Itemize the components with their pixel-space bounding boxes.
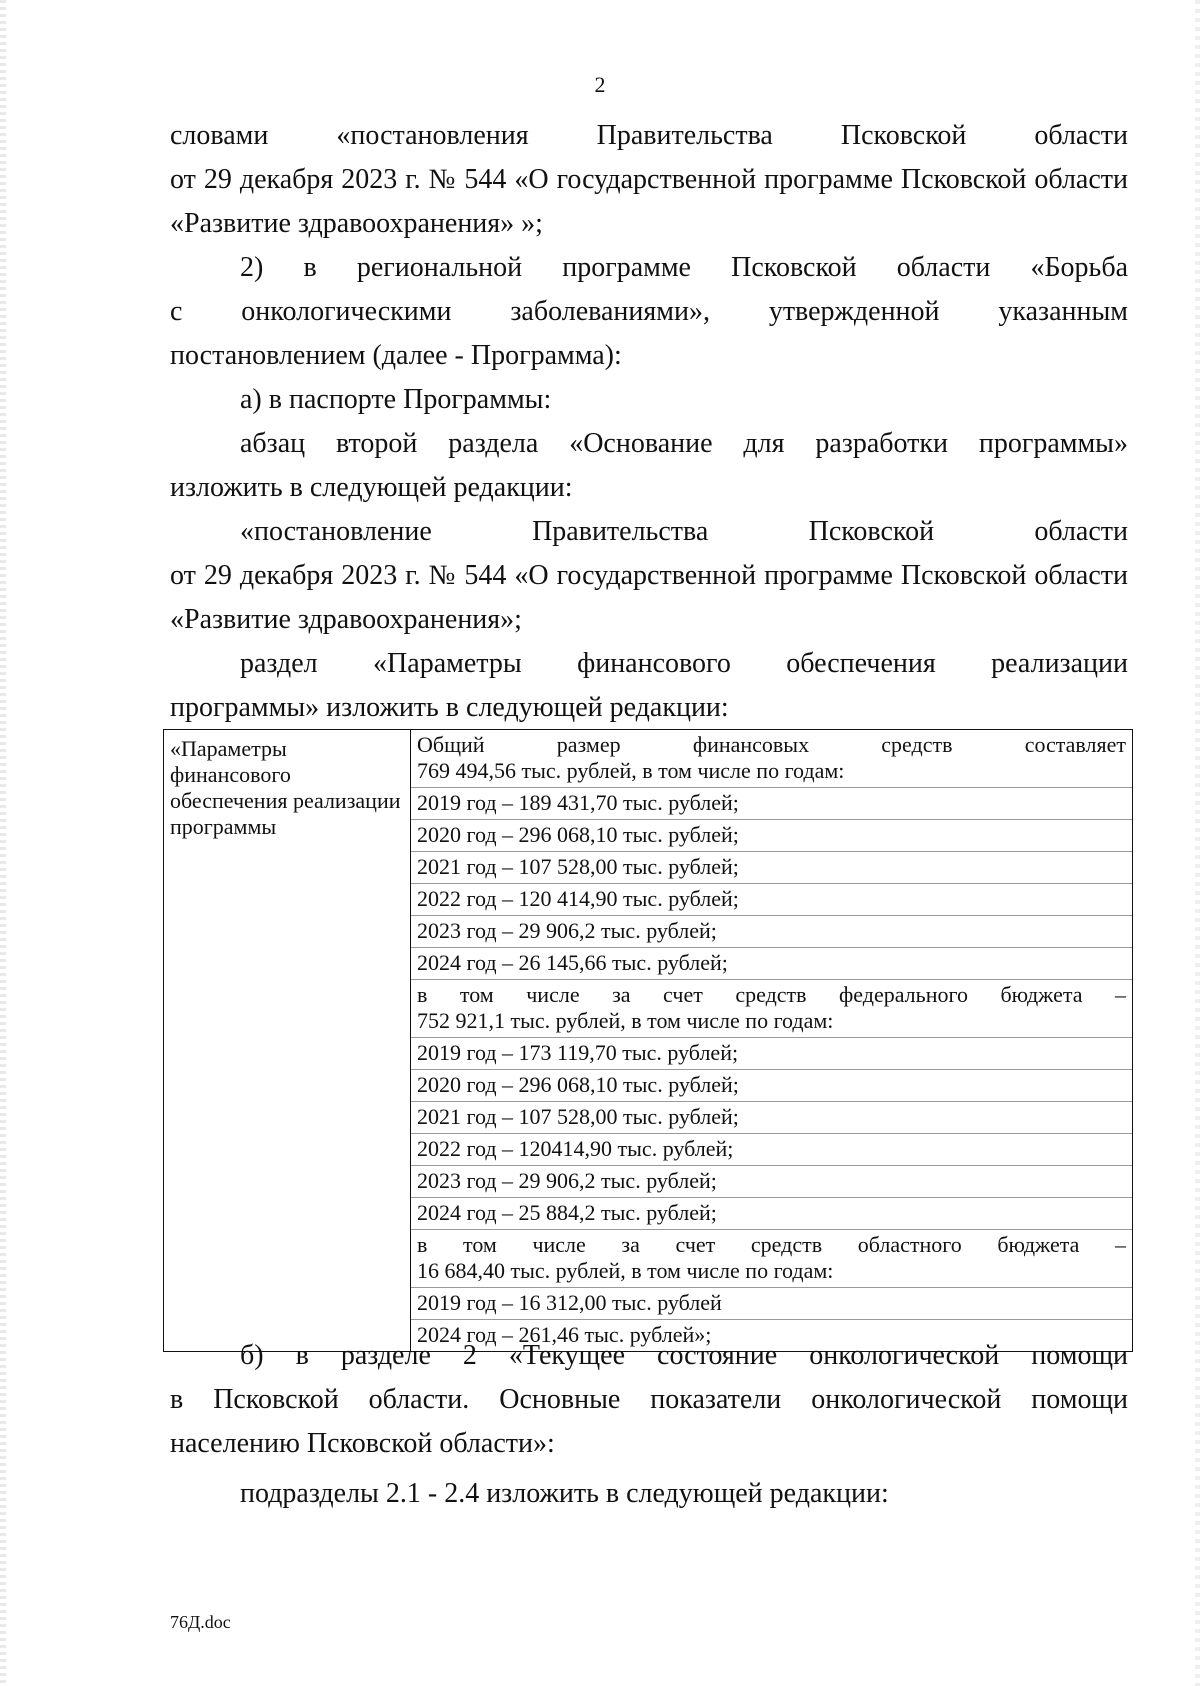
paragraph-4-line-2: изложить в следующей редакции: — [170, 472, 573, 503]
federal-budget-line-2: 752 921,1 тыс. рублей, в том числе по годам: — [417, 1008, 834, 1033]
paragraph-3: а) в паспорте Программы: — [240, 384, 552, 415]
year-row: 2019 год – 16 312,00 тыс. рублей — [411, 1288, 1132, 1320]
paragraph-7-line-2: в Псковской области. Основные показатели онкологической помощи — [170, 1384, 1128, 1415]
paragraph-2-line-2: с онкологическими заболеваниями», утвержденной указанным — [170, 296, 1128, 327]
paragraph-5-line-1: «постановление Правительства Псковской области — [240, 516, 1128, 547]
parameters-label-cell: «Параметры финансового обеспечения реализации программы — [164, 730, 411, 1352]
year-row: 2019 год – 189 431,70 тыс. рублей; — [411, 788, 1132, 820]
paragraph-6-line-1: раздел «Параметры финансового обеспечения реализации — [240, 648, 1128, 679]
footer-filename: 76Д.doc — [170, 1612, 231, 1632]
parameters-value-cell — [411, 730, 1133, 1352]
paragraph-1-line-1: словами «постановления Правительства Псковской области — [170, 120, 1128, 151]
year-row: 2024 год – 261,46 тыс. рублей»; — [417, 1322, 712, 1347]
year-row: 2021 год – 107 528,00 тыс. рублей; — [411, 1102, 1132, 1134]
year-row: 2019 год – 173 119,70 тыс. рублей; — [411, 1038, 1132, 1070]
body-text-upper — [170, 114, 1128, 730]
year-row: 2021 год – 107 528,00 тыс. рублей; — [411, 852, 1132, 884]
total-amount-line-2: 769 494,56 тыс. рублей, в том числе по годам: — [417, 758, 845, 783]
year-row: 2022 год – 120414,90 тыс. рублей; — [411, 1134, 1132, 1166]
financing-parameters-table — [163, 729, 1133, 1352]
year-row: 2023 год – 29 906,2 тыс. рублей; — [411, 1166, 1132, 1198]
year-row: 2024 год – 25 884,2 тыс. рублей; — [411, 1198, 1132, 1230]
total-amount-line-1: Общий размер финансовых средств составляет — [417, 732, 1126, 757]
federal-budget-line-1: в том числе за счет средств федерального бюджета – — [417, 982, 1126, 1007]
scan-edge — [0, 0, 6, 1686]
paragraph-4-line-1: абзац второй раздела «Основание для разработки программы» — [240, 428, 1128, 459]
year-row: 2024 год – 26 145,66 тыс. рублей; — [411, 948, 1132, 980]
paragraph-6-line-2: программы» изложить в следующей редакции: — [170, 692, 729, 723]
table-row — [164, 730, 1133, 1352]
paragraph-2-line-3: постановлением (далее - Программа): — [170, 340, 622, 371]
paragraph-2-line-1: 2) в региональной программе Псковской области «Борьба — [240, 252, 1128, 283]
paragraph-5-rest: от 29 декабря 2023 г. № 544 «О государственной программе Псковской области «Развитие здравоохранения»; — [170, 560, 1128, 635]
federal-budget-row — [411, 980, 1132, 1038]
regional-budget-line-1: в том числе за счет средств областного бюджета – — [417, 1232, 1126, 1257]
regional-budget-row — [411, 1230, 1132, 1288]
page-number: 2 — [594, 72, 606, 97]
paragraph-7-line-3: населению Псковской области»: — [170, 1428, 555, 1459]
year-row: 2022 год – 120 414,90 тыс. рублей; — [411, 884, 1132, 916]
paragraph-7-line-1: б) в разделе 2 «Текущее состояние онкологической помощи — [240, 1340, 1128, 1371]
year-row: 2020 год – 296 068,10 тыс. рублей; — [411, 1070, 1132, 1102]
total-amount-row — [411, 730, 1132, 788]
year-row: 2023 год – 29 906,2 тыс. рублей; — [411, 916, 1132, 948]
paragraph-8: подразделы 2.1 - 2.4 изложить в следующей редакции: — [240, 1478, 889, 1509]
scan-edge — [1195, 0, 1200, 1686]
paragraph-1-rest: от 29 декабря 2023 г. № 544 «О государственной программе Псковской области «Развитие здравоохранения» »; — [170, 164, 1128, 239]
year-row: 2020 год – 296 068,10 тыс. рублей; — [411, 820, 1132, 852]
regional-budget-line-2: 16 684,40 тыс. рублей, в том числе по годам: — [417, 1258, 834, 1283]
body-text-lower — [170, 1334, 1128, 1516]
